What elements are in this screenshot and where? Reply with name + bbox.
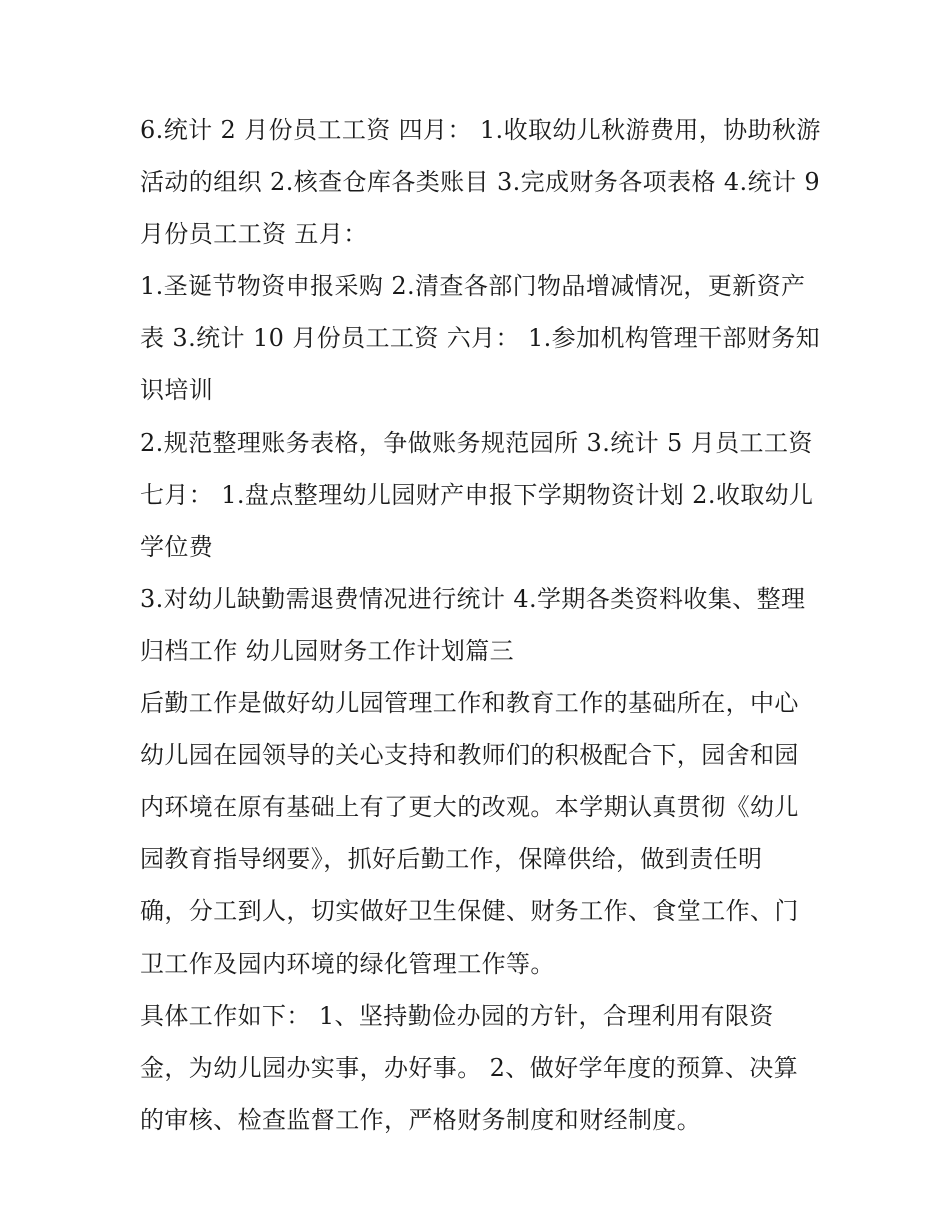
document-body	[140, 104, 820, 1146]
text-line: 月份员工工资 五月：	[140, 220, 368, 249]
text-line: 金，为幼儿园办实事，办好事。 2、做好学年度的预算、决算	[140, 1053, 799, 1082]
text-line: 学位费	[140, 532, 214, 561]
text-line: 后勤工作是做好幼儿园管理工作和教育工作的基础所在，中心	[140, 689, 799, 718]
text-line: 活动的组织 2.核查仓库各类账目 3.完成财务各项表格 4.统计 9	[140, 168, 821, 197]
text-line: 幼儿园在园领导的关心支持和教师们的积极配合下，园舍和园	[140, 741, 799, 770]
text-line: 具体工作如下： 1、坚持勤俭办园的方针，合理利用有限资	[140, 1001, 774, 1030]
text-line: 园教育指导纲要》，抓好后勤工作，保障供给，做到责任明	[140, 845, 763, 874]
text-line: 表 3.统计 10 月份员工工资 六月： 1.参加机构管理干部财务知	[140, 324, 821, 353]
text-line: 3.对幼儿缺勤需退费情况进行统计 4.学期各类资料收集、整理	[140, 584, 806, 613]
text-line: 七月： 1.盘点整理幼儿园财产申报下学期物资计划 2.收取幼儿	[140, 480, 814, 509]
text-line: 卫工作及园内环境的绿化管理工作等。	[140, 949, 555, 978]
text-line: 1.圣诞节物资申报采购 2.清查各部门物品增减情况，更新资产	[140, 272, 806, 301]
text-line: 归档工作 幼儿园财务工作计划篇三	[140, 636, 515, 665]
text-line: 确，分工到人，切实做好卫生保健、财务工作、食堂工作、门	[140, 897, 799, 926]
text-line: 内环境在原有基础上有了更大的改观。本学期认真贯彻《幼儿	[140, 793, 799, 822]
text-line: 6.统计 2 月份员工工资 四月： 1.收取幼儿秋游费用，协助秋游	[140, 116, 821, 144]
text-line: 2.规范整理账务表格，争做账务规范园所 3.统计 5 月员工工资	[140, 428, 813, 457]
text-line: 识培训	[140, 376, 214, 405]
text-line: 的审核、检查监督工作，严格财务制度和财经制度。	[140, 1105, 702, 1134]
